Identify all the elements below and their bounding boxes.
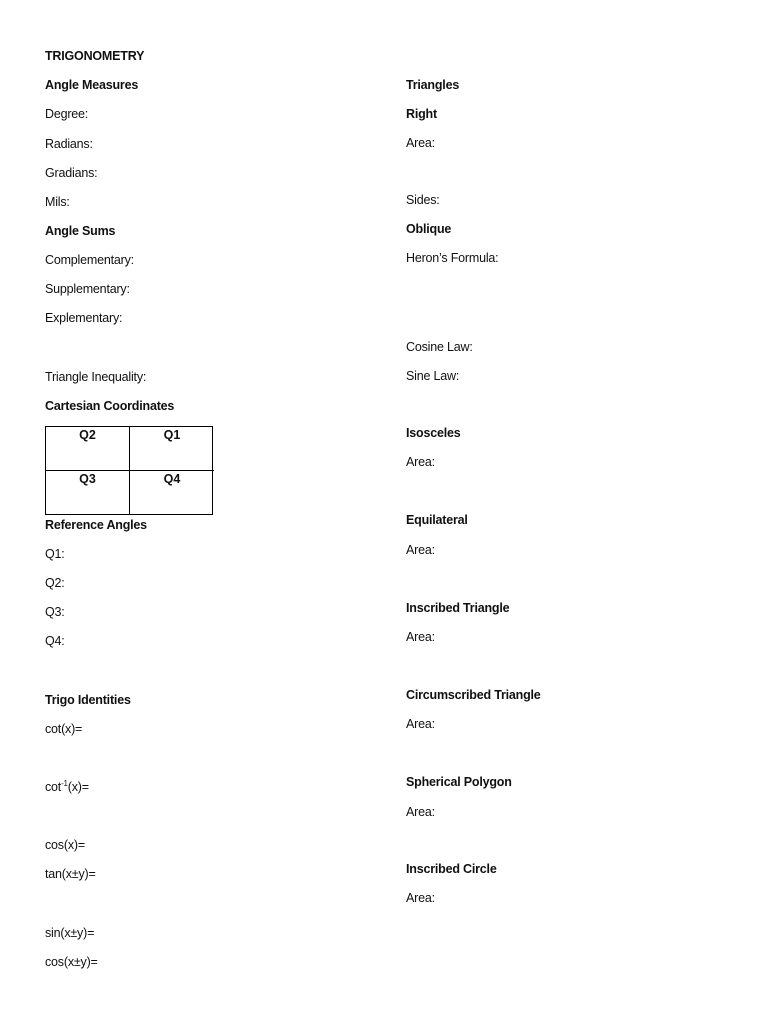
quadrant-table xyxy=(45,426,213,515)
complementary-label: Complementary: xyxy=(45,253,134,267)
cot-inverse-suffix: (x)= xyxy=(67,780,89,794)
explementary-label: Explementary: xyxy=(45,311,123,325)
quadrant-cell-q2: Q2 xyxy=(46,427,130,471)
reference-q2-label: Q2: xyxy=(45,576,65,590)
right-triangle-area-label: Area: xyxy=(406,136,435,150)
isosceles-area-label: Area: xyxy=(406,455,435,469)
isosceles-heading: Isosceles xyxy=(406,426,461,440)
cot-inverse-identity-label xyxy=(45,779,89,795)
right-triangle-heading: Right xyxy=(406,107,437,121)
tan-sum-identity-label: tan(x±y)= xyxy=(45,867,96,881)
reference-q1-label: Q1: xyxy=(45,547,65,561)
circumscribed-triangle-heading: Circumscribed Triangle xyxy=(406,688,541,702)
cot-inverse-prefix: cot xyxy=(45,780,62,794)
supplementary-label: Supplementary: xyxy=(45,282,130,296)
triangles-heading: Triangles xyxy=(406,78,460,92)
right-triangle-sides-label: Sides: xyxy=(406,193,440,207)
equilateral-area-label: Area: xyxy=(406,543,435,557)
trigo-identities-heading: Trigo Identities xyxy=(45,693,131,707)
cot-inverse-superscript: -1 xyxy=(61,778,68,788)
circumscribed-triangle-area-label: Area: xyxy=(406,717,435,731)
spherical-polygon-heading: Spherical Polygon xyxy=(406,775,512,789)
sin-sum-identity-label: sin(x±y)= xyxy=(45,926,95,940)
gradians-label: Gradians: xyxy=(45,166,98,180)
equilateral-heading: Equilateral xyxy=(406,513,468,527)
reference-q3-label: Q3: xyxy=(45,605,65,619)
triangle-inequality-label: Triangle Inequality: xyxy=(45,370,147,384)
quadrant-cell-q3: Q3 xyxy=(46,471,130,515)
cot-identity-label: cot(x)= xyxy=(45,722,83,736)
herons-formula-label: Heron’s Formula: xyxy=(406,251,499,265)
mils-label: Mils: xyxy=(45,195,70,209)
reference-q4-label: Q4: xyxy=(45,634,65,648)
cos-sum-identity-label: cos(x±y)= xyxy=(45,955,98,969)
spherical-polygon-area-label: Area: xyxy=(406,805,435,819)
cosine-law-label: Cosine Law: xyxy=(406,340,473,354)
reference-angles-heading: Reference Angles xyxy=(45,518,147,532)
inscribed-circle-area-label: Area: xyxy=(406,891,435,905)
inscribed-triangle-area-label: Area: xyxy=(406,630,435,644)
inscribed-triangle-heading: Inscribed Triangle xyxy=(406,601,510,615)
angle-sums-heading: Angle Sums xyxy=(45,224,116,238)
sine-law-label: Sine Law: xyxy=(406,369,460,383)
page-title: TRIGONOMETRY xyxy=(45,49,145,63)
quadrant-cell-q1: Q1 xyxy=(130,427,214,471)
inscribed-circle-heading: Inscribed Circle xyxy=(406,862,497,876)
angle-measures-heading: Angle Measures xyxy=(45,78,139,92)
degree-label: Degree: xyxy=(45,107,89,121)
cartesian-coordinates-heading: Cartesian Coordinates xyxy=(45,399,175,413)
cos-identity-label: cos(x)= xyxy=(45,838,85,852)
radians-label: Radians: xyxy=(45,137,93,151)
oblique-triangle-heading: Oblique xyxy=(406,222,452,236)
quadrant-cell-q4: Q4 xyxy=(163,472,181,486)
